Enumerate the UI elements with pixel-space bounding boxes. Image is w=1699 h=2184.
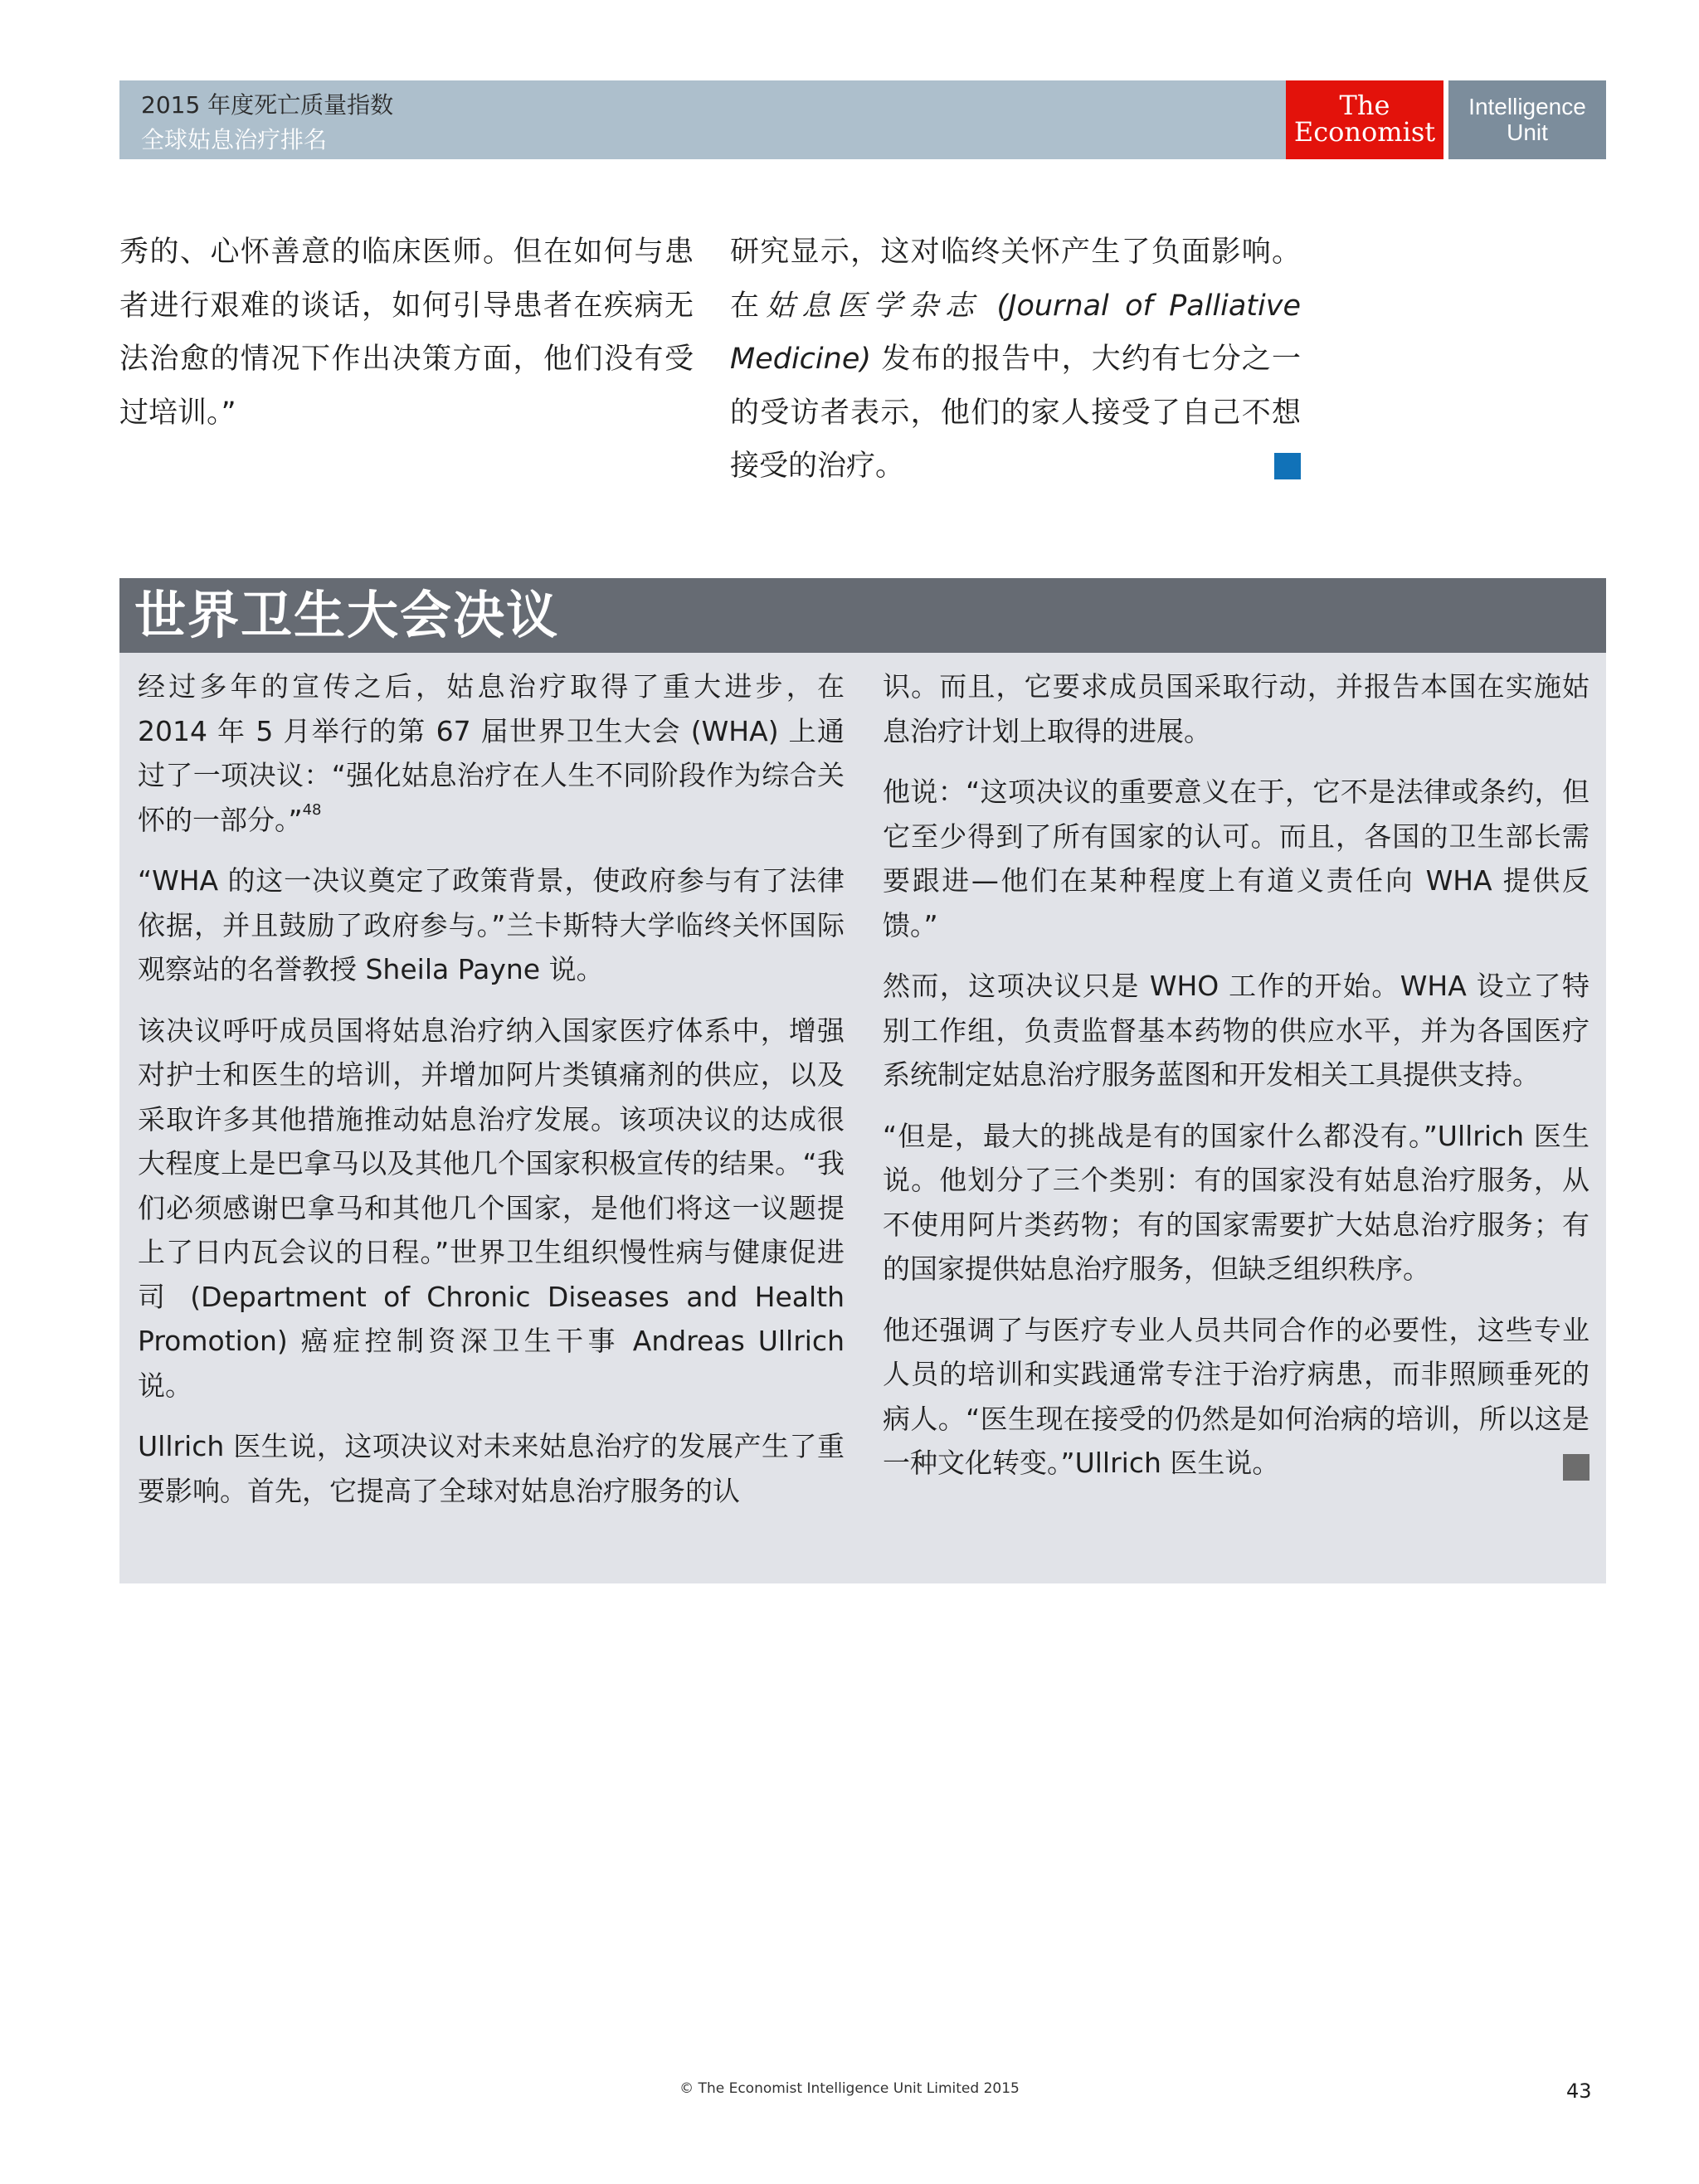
page-number: 43: [1566, 2079, 1592, 2103]
report-header: [119, 80, 1286, 159]
wha-resolution-box: [119, 578, 1606, 1583]
box-title: 世界卫生大会决议: [134, 585, 560, 645]
report-title: 2015 年度死亡质量指数: [141, 91, 394, 119]
copyright-footer: © The Economist Intelligence Unit Limited 2015: [679, 2080, 1020, 2097]
body-text-right-post: 发布的报告中，大约有七分之一的受访者表示，他们的家人接受了自己不想接受的治疗。: [730, 343, 1301, 483]
box-paragraph: 识。而且，它要求成员国采取行动，并报告本国在实施姑息治疗计划上取得的进展。: [883, 670, 1589, 747]
box-column-right: [883, 664, 1589, 1502]
end-of-article-marker: [1274, 453, 1301, 479]
box-paragraph: 他还强调了与医疗专业人员共同合作的必要性，这些专业人员的培训和实践通常专注于治疗病患，而非照顾垂死的病人。“医生现在接受的仍然是如何治病的培训，所以这是一种文化转变。”Ullrich 医生说。: [883, 1313, 1589, 1479]
box-paragraph: “但是，最大的挑战是有的国家什么都没有。”Ullrich 医生说。他划分了三个类别：有的国家没有姑息治疗服务，从不使用阿片类药物；有的国家需要扩大姑息治疗服务；有的国家提供姑息治疗服务，但缺乏组织秩序。: [883, 1119, 1589, 1285]
box-paragraph: 然而，这项决议只是 WHO 工作的开始。WHA 设立了特别工作组，负责监督基本药物的供应水平，并为各国医疗系统制定姑息治疗服务蓝图和开发相关工具提供支持。: [883, 970, 1590, 1091]
unit-line2: Unit: [1507, 119, 1548, 145]
box-header: [119, 578, 1606, 653]
economist-logo: [1286, 80, 1443, 159]
footnote-reference: 48: [302, 800, 322, 819]
body-text-left: 秀的、心怀善意的临床医师。但在如何与患者进行艰难的谈话，如何引导患者在疾病无法治愈的情况下作出决策方面，他们没有受过培训。”: [119, 236, 694, 430]
body-text-right: [730, 226, 1301, 494]
unit-line1: Intelligence: [1468, 94, 1586, 119]
logo-line1: The: [1339, 90, 1390, 121]
box-end-marker: [1563, 1454, 1589, 1481]
box-paragraph: “WHA 的这一决议奠定了政策背景，使政府参与有了法律依据，并且鼓励了政府参与。”兰卡斯特大学临终关怀国际观察站的名誉教授 Sheila Payne 说。: [138, 864, 845, 985]
intelligence-unit-logo: [1448, 80, 1606, 159]
body-text-right-pre: 研究显示，这对临终关怀产生了负面影响。在: [730, 236, 1301, 323]
box-paragraph: 经过多年的宣传之后，姑息治疗取得了重大进步，在 2014 年 5 月举行的第 67 届世界卫生大会 (WHA) 上通过了一项决议：“强化姑息治疗在人生不同阶段作为综合关怀的一部分。”$^{48}$: [138, 670, 845, 836]
report-subtitle: 全球姑息治疗排名: [141, 126, 328, 153]
box-paragraph: 该决议呼吁成员国将姑息治疗纳入国家医疗体系中，增强对护士和医生的培训，并增加阿片类镇痛剂的供应，以及采取许多其他措施推动姑息治疗发展。该项决议的达成很大程度上是巴拿马以及其他几个国家积极宣传的结果。“我们必须感谢巴拿马和其他几个国家，是他们将这一议题提上了日内瓦会议的日程。”世界卫生组织慢性病与健康促进司 (Department of Chronic Diseases and Health Promotion) 癌症控制资深卫生干事 Andreas Ullrich 说。: [138, 1014, 845, 1402]
logo-line2: Economist: [1293, 116, 1436, 148]
box-column-left: [138, 664, 845, 1530]
journal-name: 姑息医学杂志 (Journal of Palliative Medicine): [730, 289, 1301, 376]
box-paragraph: Ullrich 医生说，这项决议对未来姑息治疗的发展产生了重要影响。首先，它提高了全球对姑息治疗服务的认: [138, 1430, 845, 1507]
box-paragraph: 他说：“这项决议的重要意义在于，它不是法律或条约，但它至少得到了所有国家的认可。而且，各国的卫生部长需要跟进—他们在某种程度上有道义责任向 WHA 提供反馈。”: [883, 776, 1589, 941]
